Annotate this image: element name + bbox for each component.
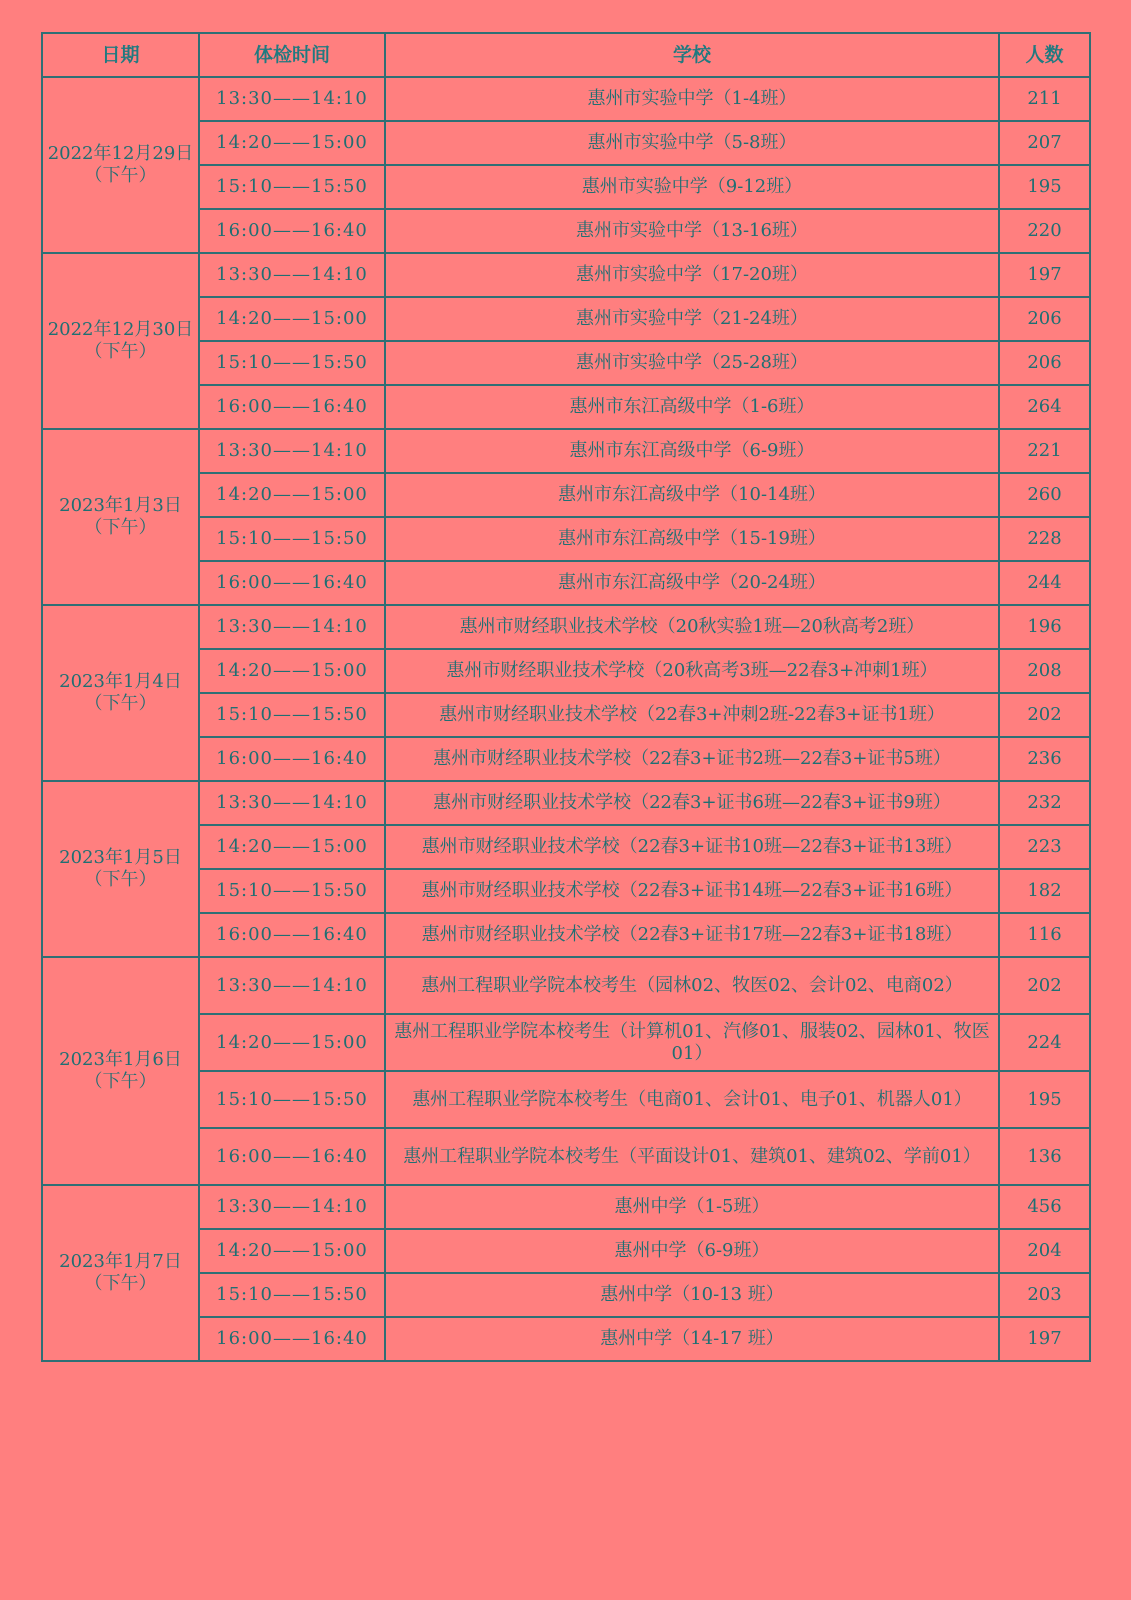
school-cell: 惠州市东江高级中学（1-6班） <box>385 385 999 429</box>
table-row <box>42 429 1090 473</box>
table-row <box>42 957 1090 1014</box>
schedule-sheet <box>41 32 1089 1362</box>
count-cell: 232 <box>999 781 1090 825</box>
table-row <box>42 517 1090 561</box>
date-cell <box>42 957 199 1185</box>
time-cell: 16:00——16:40 <box>199 913 385 957</box>
table-row <box>42 869 1090 913</box>
count-cell: 228 <box>999 517 1090 561</box>
count-cell: 182 <box>999 869 1090 913</box>
table-row <box>42 1071 1090 1128</box>
period-text: （下午） <box>84 517 157 538</box>
date-cell <box>42 1185 199 1361</box>
period-text: （下午） <box>84 341 157 362</box>
table-row <box>42 693 1090 737</box>
count-cell: 206 <box>999 341 1090 385</box>
table-row <box>42 473 1090 517</box>
school-cell: 惠州市财经职业技术学校（22春3+证书17班—22春3+证书18班） <box>385 913 999 957</box>
period-text: （下午） <box>84 869 157 890</box>
table-row <box>42 605 1090 649</box>
header-time: 体检时间 <box>199 33 385 77</box>
date-cell <box>42 253 199 429</box>
table-row <box>42 297 1090 341</box>
date-text: 2022年12月30日 <box>47 319 194 340</box>
date-cell <box>42 77 199 253</box>
count-cell: 136 <box>999 1128 1090 1185</box>
time-cell: 15:10——15:50 <box>199 1273 385 1317</box>
count-cell: 220 <box>999 209 1090 253</box>
school-cell: 惠州市东江高级中学（10-14班） <box>385 473 999 517</box>
time-cell: 16:00——16:40 <box>199 737 385 781</box>
count-cell: 236 <box>999 737 1090 781</box>
count-cell: 208 <box>999 649 1090 693</box>
school-cell: 惠州市东江高级中学（6-9班） <box>385 429 999 473</box>
table-row <box>42 253 1090 297</box>
time-cell: 13:30——14:10 <box>199 781 385 825</box>
time-cell: 13:30——14:10 <box>199 1185 385 1229</box>
count-cell: 195 <box>999 165 1090 209</box>
count-cell: 195 <box>999 1071 1090 1128</box>
date-text: 2023年1月3日 <box>59 495 182 516</box>
time-cell: 16:00——16:40 <box>199 1128 385 1185</box>
table-row <box>42 121 1090 165</box>
school-cell: 惠州市财经职业技术学校（22春3+证书10班—22春3+证书13班） <box>385 825 999 869</box>
count-cell: 196 <box>999 605 1090 649</box>
time-cell: 16:00——16:40 <box>199 561 385 605</box>
table-row <box>42 1229 1090 1273</box>
table-row <box>42 1185 1090 1229</box>
school-cell: 惠州市实验中学（17-20班） <box>385 253 999 297</box>
date-text: 2023年1月5日 <box>59 847 182 868</box>
time-cell: 14:20——15:00 <box>199 649 385 693</box>
school-cell: 惠州市财经职业技术学校（20秋高考3班—22春3+冲刺1班） <box>385 649 999 693</box>
school-cell: 惠州市实验中学（5-8班） <box>385 121 999 165</box>
date-cell <box>42 605 199 781</box>
count-cell: 223 <box>999 825 1090 869</box>
time-cell: 14:20——15:00 <box>199 121 385 165</box>
school-cell: 惠州市东江高级中学（20-24班） <box>385 561 999 605</box>
school-cell: 惠州市东江高级中学（15-19班） <box>385 517 999 561</box>
table-row <box>42 561 1090 605</box>
time-cell: 16:00——16:40 <box>199 209 385 253</box>
count-cell: 207 <box>999 121 1090 165</box>
time-cell: 16:00——16:40 <box>199 1317 385 1361</box>
header-row <box>42 33 1090 77</box>
date-text: 2023年1月6日 <box>59 1049 182 1070</box>
school-cell: 惠州中学（1-5班） <box>385 1185 999 1229</box>
school-cell: 惠州市实验中学（21-24班） <box>385 297 999 341</box>
time-cell: 15:10——15:50 <box>199 517 385 561</box>
time-cell: 15:10——15:50 <box>199 693 385 737</box>
exam-schedule-table <box>41 32 1091 1362</box>
period-text: （下午） <box>84 693 157 714</box>
school-cell: 惠州工程职业学院本校考生（平面设计01、建筑01、建筑02、学前01） <box>385 1128 999 1185</box>
time-cell: 15:10——15:50 <box>199 1071 385 1128</box>
count-cell: 197 <box>999 1317 1090 1361</box>
count-cell: 211 <box>999 77 1090 121</box>
time-cell: 13:30——14:10 <box>199 77 385 121</box>
table-row <box>42 737 1090 781</box>
count-cell: 260 <box>999 473 1090 517</box>
school-cell: 惠州市实验中学（9-12班） <box>385 165 999 209</box>
time-cell: 13:30——14:10 <box>199 957 385 1014</box>
table-row <box>42 209 1090 253</box>
time-cell: 14:20——15:00 <box>199 297 385 341</box>
time-cell: 15:10——15:50 <box>199 869 385 913</box>
date-text: 2023年1月7日 <box>59 1251 182 1272</box>
school-cell: 惠州市财经职业技术学校（20秋实验1班—20秋高考2班） <box>385 605 999 649</box>
school-cell: 惠州市实验中学（25-28班） <box>385 341 999 385</box>
table-row <box>42 1317 1090 1361</box>
count-cell: 244 <box>999 561 1090 605</box>
table-row <box>42 825 1090 869</box>
time-cell: 13:30——14:10 <box>199 605 385 649</box>
period-text: （下午） <box>84 165 157 186</box>
table-row <box>42 77 1090 121</box>
date-cell <box>42 781 199 957</box>
school-cell: 惠州中学（6-9班） <box>385 1229 999 1273</box>
header-school: 学校 <box>385 33 999 77</box>
time-cell: 13:30——14:10 <box>199 429 385 473</box>
time-cell: 14:20——15:00 <box>199 1014 385 1071</box>
time-cell: 15:10——15:50 <box>199 165 385 209</box>
time-cell: 14:20——15:00 <box>199 1229 385 1273</box>
table-row <box>42 1273 1090 1317</box>
date-text: 2023年1月4日 <box>59 671 182 692</box>
count-cell: 203 <box>999 1273 1090 1317</box>
table-row <box>42 1014 1090 1071</box>
count-cell: 197 <box>999 253 1090 297</box>
count-cell: 456 <box>999 1185 1090 1229</box>
table-row <box>42 385 1090 429</box>
school-cell: 惠州市财经职业技术学校（22春3+冲刺2班-22春3+证书1班） <box>385 693 999 737</box>
school-cell: 惠州市财经职业技术学校（22春3+证书14班—22春3+证书16班） <box>385 869 999 913</box>
school-cell: 惠州市实验中学（1-4班） <box>385 77 999 121</box>
table-row <box>42 165 1090 209</box>
count-cell: 202 <box>999 957 1090 1014</box>
date-text: 2022年12月29日 <box>47 143 194 164</box>
date-cell <box>42 429 199 605</box>
school-cell: 惠州市财经职业技术学校（22春3+证书6班—22春3+证书9班） <box>385 781 999 825</box>
count-cell: 202 <box>999 693 1090 737</box>
table-row <box>42 1128 1090 1185</box>
school-cell: 惠州中学（14-17 班） <box>385 1317 999 1361</box>
school-cell: 惠州工程职业学院本校考生（计算机01、汽修01、服装02、园林01、牧医01） <box>385 1014 999 1071</box>
school-cell: 惠州市实验中学（13-16班） <box>385 209 999 253</box>
count-cell: 221 <box>999 429 1090 473</box>
count-cell: 264 <box>999 385 1090 429</box>
period-text: （下午） <box>84 1273 157 1294</box>
count-cell: 204 <box>999 1229 1090 1273</box>
time-cell: 14:20——15:00 <box>199 825 385 869</box>
period-text: （下午） <box>84 1071 157 1092</box>
school-cell: 惠州市财经职业技术学校（22春3+证书2班—22春3+证书5班） <box>385 737 999 781</box>
count-cell: 206 <box>999 297 1090 341</box>
count-cell: 224 <box>999 1014 1090 1071</box>
header-date: 日期 <box>42 33 199 77</box>
school-cell: 惠州工程职业学院本校考生（电商01、会计01、电子01、机器人01） <box>385 1071 999 1128</box>
time-cell: 15:10——15:50 <box>199 341 385 385</box>
table-row <box>42 913 1090 957</box>
time-cell: 13:30——14:10 <box>199 253 385 297</box>
table-row <box>42 649 1090 693</box>
school-cell: 惠州中学（10-13 班） <box>385 1273 999 1317</box>
header-count: 人数 <box>999 33 1090 77</box>
time-cell: 16:00——16:40 <box>199 385 385 429</box>
table-row <box>42 781 1090 825</box>
count-cell: 116 <box>999 913 1090 957</box>
table-row <box>42 341 1090 385</box>
time-cell: 14:20——15:00 <box>199 473 385 517</box>
school-cell: 惠州工程职业学院本校考生（园林02、牧医02、会计02、电商02） <box>385 957 999 1014</box>
